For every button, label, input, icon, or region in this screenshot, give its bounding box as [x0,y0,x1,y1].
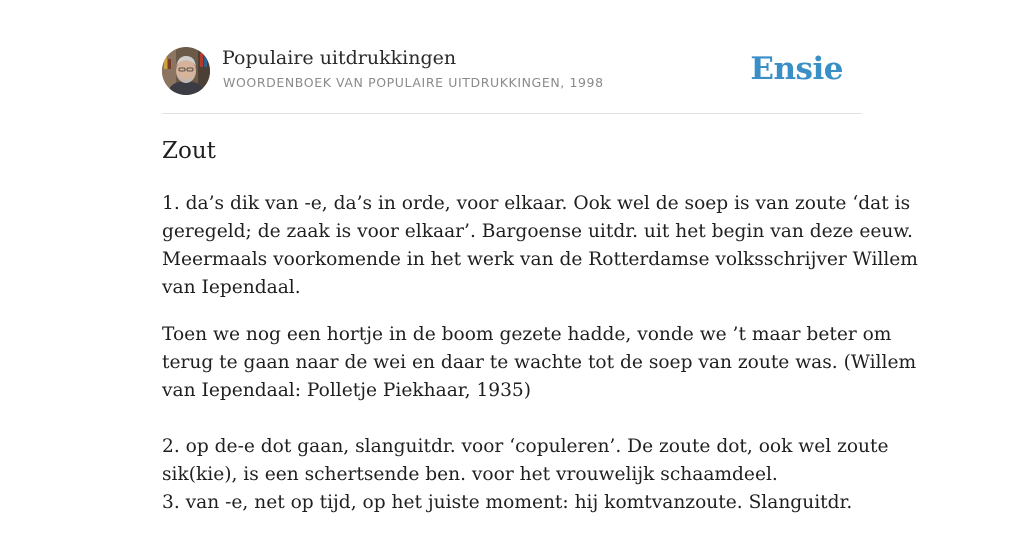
entry-paragraph-2 [162,321,917,405]
entry-paragraph-1 [162,190,918,302]
entry-title: Zout [162,138,216,164]
text-line: 1. da’s dik van -e, da’s in orde, voor elkaar. Ook wel de soep is van zoute ‘dat is [162,193,911,214]
text-line: 2. op de-e dot gaan, slanguitdr. voor ‘copuleren’. De zoute dot, ook wel zoute [162,436,889,457]
text-line: sik(kie), is een schertsende ben. voor het vrouwelijk schaamdeel. [162,464,778,485]
text-line: van Iependaal. [162,277,301,298]
text-line: Toen we nog een hortje in de boom gezete hadde, vonde we ’t maar beter om [162,324,892,345]
source-header [162,46,862,96]
text-line: terug te gaan naar de wei en daar te wachte tot de soep van zoute was. (Willem [162,352,917,373]
entry-paragraph-3 [162,433,889,517]
author-avatar-icon[interactable] [162,47,210,95]
brand-logo[interactable]: Ensie [750,51,843,87]
text-line: van Iependaal: Polletje Piekhaar, 1935) [162,380,532,401]
header-divider [162,113,862,114]
text-line: 3. van -e, net op tijd, op het juiste moment: hij komtvanzoute. Slanguitdr. [162,492,853,513]
source-subtitle: WOORDENBOEK VAN POPULAIRE UITDRUKKINGEN, 1998 [223,75,604,90]
text-line: Meermaals voorkomende in het werk van de Rotterdamse volksschrijver Willem [162,249,918,270]
source-title[interactable]: Populaire uitdrukkingen [222,47,457,69]
entry-body [162,190,918,536]
text-line: geregeld; de zaak is voor elkaar’. Bargoense uitdr. uit het begin van deze eeuw. [162,221,913,242]
